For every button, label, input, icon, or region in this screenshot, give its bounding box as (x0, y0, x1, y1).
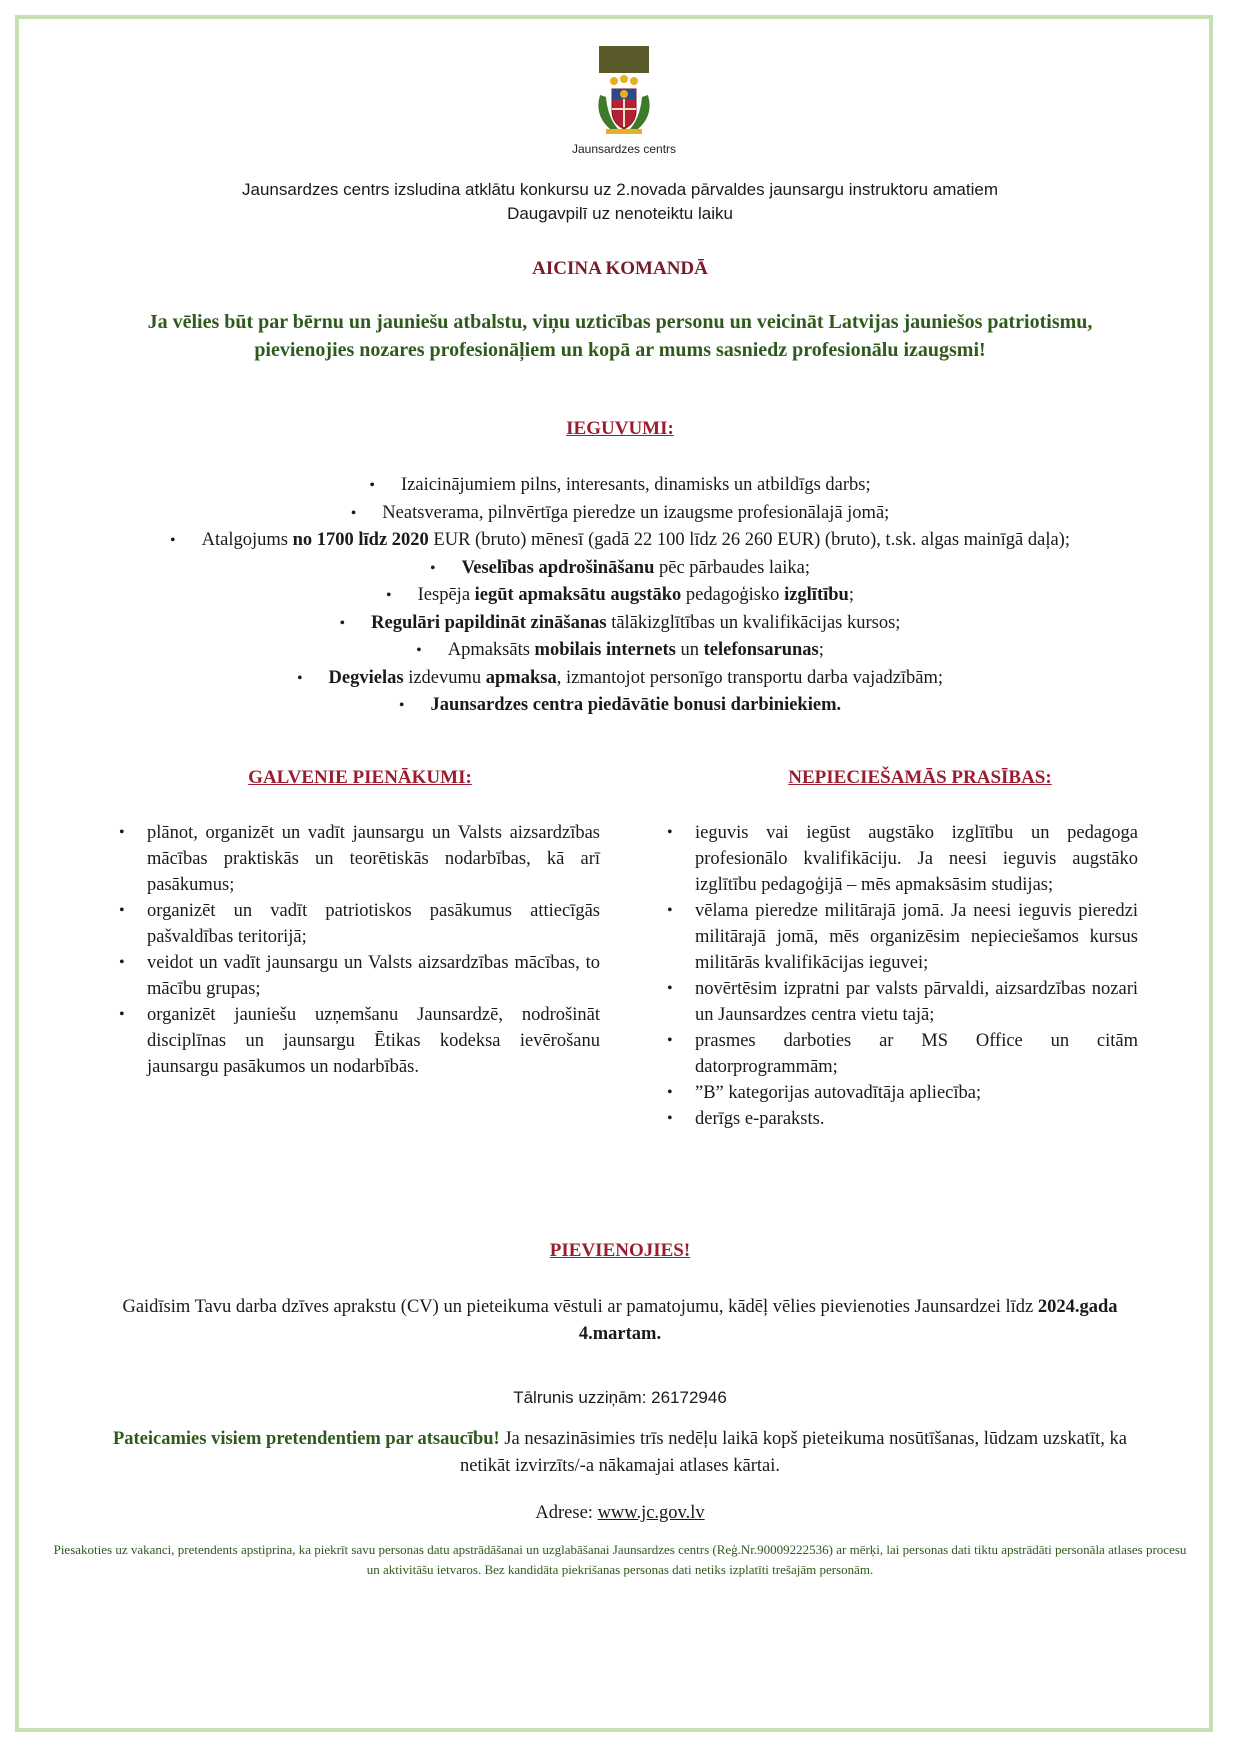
list-item: • plānot, organizēt un vadīt jaunsargu un Valsts aizsardzības mācības praktiskās un teorētiskās nodarbības, kā arī pasākumus; (117, 820, 600, 898)
list-item: • organizēt un vadīt patriotiskos pasākumus attiecīgās pašvaldības teritorijā; (117, 898, 600, 950)
list-item: • Izaicinājumiem pilns, interesants, dinamisks un atbildīgs darbs; (120, 472, 1120, 500)
phone-line: Tālrunis uzziņām: 26172946 (513, 1388, 727, 1407)
intro-text (100, 178, 1140, 226)
list-item: • vēlama pieredze militārajā jomā. Ja neesi ieguvis pieredzi militārajā jomā, mēs organizēsim nepieciešamos kursus militārās kvalifikācijas ieguvei; (665, 898, 1138, 976)
tagline: Ja vēlies būt par bērnu un jauniešu atbalstu, viņu uzticības personu un veicināt Latvijas jauniešos patriotismu, pievienojies nozares profesionāļiem un kopā ar mums sasniedz profesionālu izaugsmi! (147, 311, 1093, 361)
intro-line-2: Daugavpilī uz nenoteiktu laiku (507, 204, 733, 223)
thanks-paragraph: Pateicamies visiem pretendentiem par atsaucību! Ja nesazināsimies trīs nedēļu laikā kopš pieteikuma nosūtīšanas, lūdzam uzskatīt, ka netikāt izvirzīts/-a nākamajai atlases kārtai. (112, 1429, 1128, 1476)
requirements-heading: NEPIECIEŠAMĀS PRASĪBAS: (788, 767, 1052, 788)
list-item: • Atalgojums no 1700 līdz 2020 EUR (bruto) mēnesī (gadā 22 100 līdz 26 260 EUR) (bruto), t.sk. algas mainīgā daļa); (120, 527, 1120, 555)
requirements-list (665, 820, 1138, 1132)
list-item: • ieguvis vai iegūst augstāko izglītību un pedagoga profesionālo kvalifikāciju. Ja neesi ieguvis augstāko izglītību pedagoģijā – mēs apmaksāsim studijas; (665, 820, 1138, 898)
list-item: • Regulāri papildināt zināšanas tālākizglītības un kvalifikācijas kursos; (120, 610, 1120, 638)
list-item: • ”B” kategorijas autovadītāja apliecība; (665, 1080, 1138, 1106)
list-item: • Veselības apdrošināšanu pēc pārbaudes laika; (120, 555, 1120, 583)
phone-number: 26172946 (651, 1388, 727, 1407)
logo-caption: Jaunsardzes centrs (571, 142, 677, 156)
cv-instructions: Gaidīsim Tavu darba dzīves aprakstu (CV) un pieteikuma vēstuli ar pamatojumu, kādēļ vēlies pievienoties Jaunsardzei līdz 2024.gada 4.martam. (122, 1297, 1118, 1344)
website-link[interactable]: www.jc.gov.lv (597, 1503, 705, 1523)
list-item: • veidot un vadīt jaunsargu un Valsts aizsardzības mācības, to mācību grupas; (117, 950, 600, 1002)
intro-line-1: Jaunsardzes centrs izsludina atklātu konkursu uz 2.novada pārvaldes jaunsargu instruktoru amatiem (242, 180, 998, 199)
duties-list (117, 820, 600, 1080)
logo-bar (599, 46, 649, 73)
list-item: • Iespēja iegūt apmaksātu augstāko pedagoģisko izglītību; (120, 582, 1120, 610)
duties-heading: GALVENIE PIENĀKUMI: (248, 767, 472, 788)
benefits-list (120, 472, 1120, 720)
logo (571, 46, 677, 156)
list-item: • Apmaksāts mobilais internets un telefonsarunas; (120, 637, 1120, 665)
coat-of-arms-icon (592, 75, 656, 137)
list-item: • Jaunsardzes centra piedāvātie bonusi darbiniekiem. (120, 692, 1120, 720)
list-item: • prasmes darboties ar MS Office un citām datorprogrammām; (665, 1028, 1138, 1080)
list-item: • Neatsverama, pilnvērtīga pieredze un izaugsme profesionālajā jomā; (120, 500, 1120, 528)
list-item: • Degvielas izdevumu apmaksa, izmantojot personīgo transportu darba vajadzībām; (120, 665, 1120, 693)
list-item: • derīgs e-paraksts. (665, 1106, 1138, 1132)
privacy-notice: Piesakoties uz vakanci, pretendents apstiprina, ka piekrīt savu personas datu apstrādāšanai un uzglabāšanai Jaunsardzes centrs (Reģ.Nr.90009222536) ar mērķi, lai personas dati tiktu apstrādāti personāla atlases procesu un aktivitāšu ietvaros. Bez kandidāta piekrišanas personas dati netiks izplatīti trešajām personām. (53, 1542, 1187, 1577)
list-item: • novērtēsim izpratni par valsts pārvaldi, aizsardzības nozari un Jaunsardzes centra vietu tajā; (665, 976, 1138, 1028)
list-item: • organizēt jauniešu uzņemšanu Jaunsardzē, nodrošināt disciplīnas un jaunsargu Ētikas kodeksa ievērošanu jaunsargu pasākumos un nodarbībās. (117, 1002, 600, 1080)
benefits-heading: IEGUVUMI: (566, 418, 674, 439)
page-title: AICINA KOMANDĀ (532, 258, 708, 279)
join-heading: PIEVIENOJIES! (549, 1240, 691, 1261)
address-line: Adrese: www.jc.gov.lv (535, 1503, 705, 1523)
